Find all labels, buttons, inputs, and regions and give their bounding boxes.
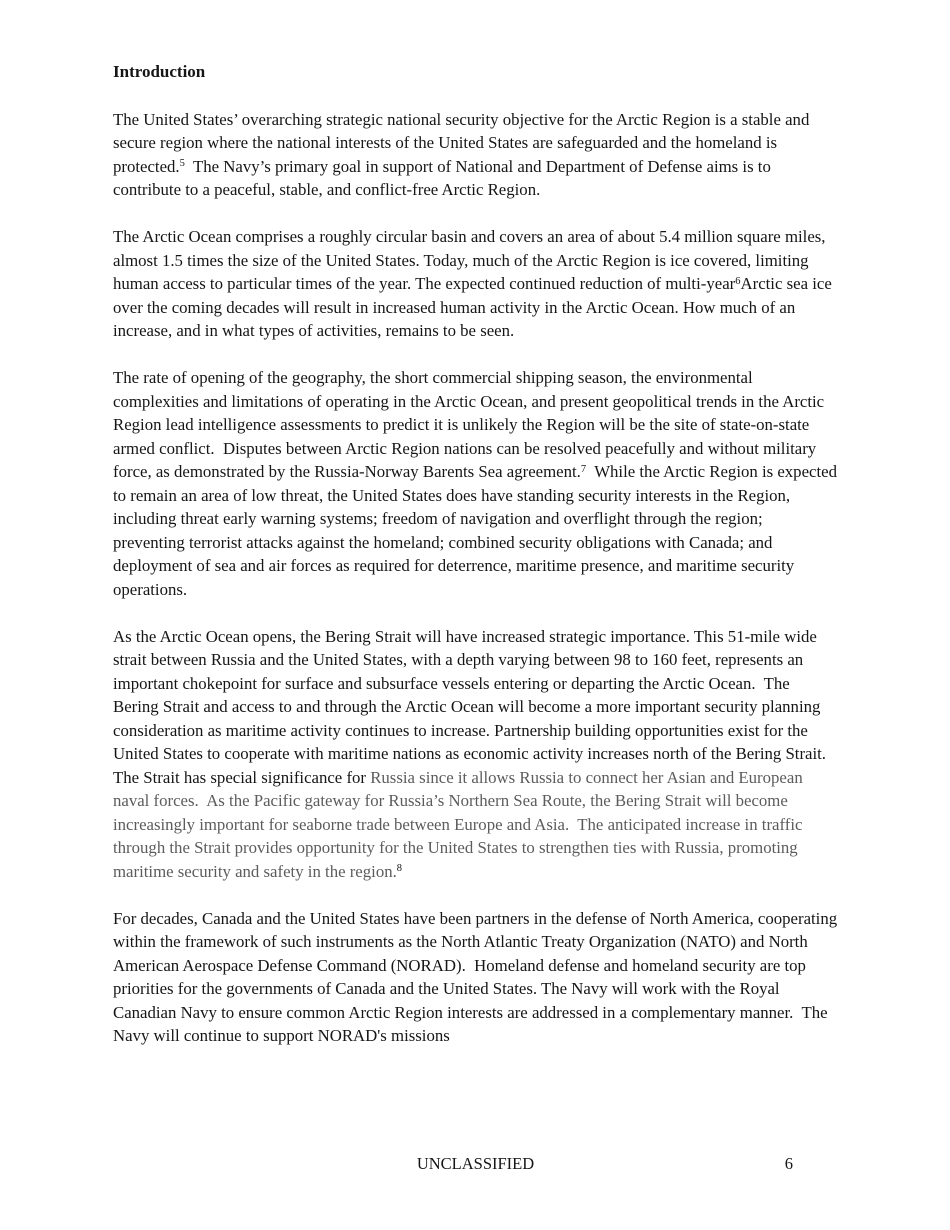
text-run: The United States’ overarching strategic national security objective for the Arctic Region is a stable and secure region where the national interests of the United States are safeguarded and the homeland is protected.: [113, 109, 814, 176]
page-footer: [113, 1153, 838, 1175]
footnote-ref: 7: [580, 463, 587, 475]
footnote-ref: 5: [179, 158, 185, 170]
text-run: The rate of opening of the geography, the short commercial shipping season, the environmental complexities and limitations of operating in the Arctic Ocean, and present geopolitical trends in the Arctic Region lead intelligence assessments to predict it is unlikely the Region will be the site of state-on-state armed conflict. Disputes between Arctic Region nations can be resolved peacefully and without military force, as demonstrated by the Russia-Norway Barents Sea agreement.: [113, 368, 829, 481]
text-run: Arctic sea ice over the coming decades will result in increased human activity in the Arctic Ocean. How much of an increase, and in what types of activities, remains to be seen.: [113, 274, 836, 340]
paragraph-5: [113, 907, 842, 1048]
paragraph-4: [113, 625, 838, 884]
classification-marking: UNCLASSIFIED: [416, 1154, 535, 1173]
text-run: While the Arctic Region is expected to remain an area of low threat, the United States does have standing security interests in the Region, including threat early warning systems; freedom of navigation and overflight through the region; preventing terrorist attacks against the homeland; combined security obligations with Canada; and deployment of sea and air forces as required for deterrence, maritime presence, and maritime security operations.: [113, 462, 842, 599]
text-run: The Arctic Ocean comprises a roughly circular basin and covers an area of about 5.4 million square miles, almost 1.5 times the size of the United States. Today, much of the Arctic Region is ice covered, limiting human access to particular times of the year. The expected continued reduction of multi-year: [113, 227, 830, 293]
paragraph-2: [113, 225, 838, 343]
text-run: As the Arctic Ocean opens, the Bering Strait will have increased strategic importance. This 51-mile wide strait between Russia and the United States, with a depth varying between 98 to 160 feet, represents an important chokepoint for surface and subsurface vessels entering or departing the Arctic Ocean. The Bering Strait and access to and through the Arctic Ocean will become a more important security planning consideration as maritime activity continues to increase. Partnership building opportunities exist for the United States to cooperate with maritime nations as economic activity increases north of the Bering Strait. The Strait has special significance for: [113, 626, 835, 787]
text-run: For decades, Canada and the United States have been partners in the defense of North America, cooperating within the framework of such instruments as the North Atlantic Treaty Organization (NATO) and North American Aerospace Defense Command (NORAD). Homeland defense and homeland security are top priorities for the governments of Canada and the United States. The Navy will work with the Royal Canadian Navy to ensure common Arctic Region interests are addressed in a complementary manner. The Navy will continue to support NORAD's missions: [113, 908, 842, 1045]
document-body: [113, 108, 842, 1048]
text-run: Russia since it allows Russia to connect her Asian and European naval forces. As the Pacific gateway for Russia’s Northern Sea Route, the Bering Strait will become increasingly important for seaborne trade between Europe and Asia. The anticipated increase in traffic through the Strait provides opportunity for the United States to strengthen ties with Russia, promoting maritime security and safety in the region.: [113, 767, 807, 881]
paragraph-1: [113, 108, 838, 202]
text-run: The Navy’s primary goal in support of National and Department of Defense aims is to contribute to a peaceful, stable, and conflict-free Arctic Region.: [113, 156, 776, 199]
footnote-ref: 6: [735, 275, 741, 287]
section-heading: Introduction: [113, 62, 206, 81]
footnote-ref: 8: [396, 863, 403, 875]
paragraph-3: [113, 366, 842, 601]
page-number: 6: [784, 1154, 793, 1173]
